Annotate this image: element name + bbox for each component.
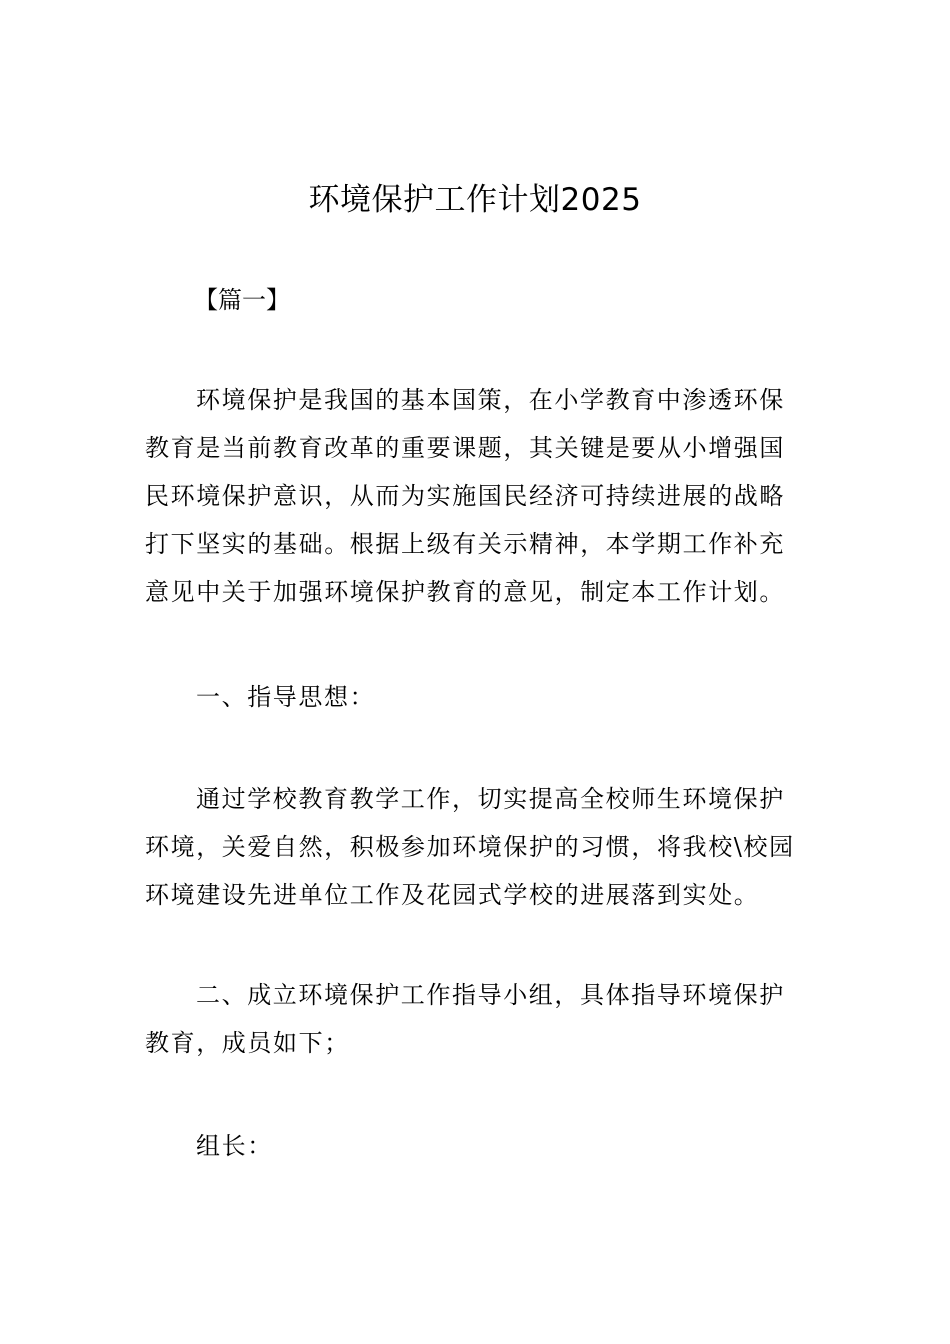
- paragraph-line: 打下坚实的基础。根据上级有关示精神，本学期工作补充: [145, 530, 785, 558]
- paragraph-line: 民环境保护意识，从而为实施国民经济可持续进展的战略: [145, 482, 785, 510]
- group-leader-line: [145, 1122, 805, 1170]
- heading-guiding-ideology: [145, 673, 805, 721]
- paragraph-line: 环境保护是我国的基本国策，在小学教育中渗透环保: [196, 386, 785, 414]
- heading-line: 一、指导思想：: [196, 683, 376, 711]
- heading-line: 教育，成员如下；: [145, 1029, 350, 1057]
- guiding-paragraph: [145, 775, 805, 919]
- paragraph-line: 教育是当前教育改革的重要课题，其关键是要从小增强国: [145, 434, 785, 462]
- group-leader-label: 组长：: [196, 1132, 273, 1160]
- paragraph-line: 意见中关于加强环境保护教育的意见，制定本工作计划。: [145, 578, 785, 606]
- paragraph-line: 环境，关爱自然，积极参加环境保护的习惯，将我校\校园: [145, 833, 795, 861]
- intro-paragraph: [145, 376, 805, 616]
- paragraph-line: 通过学校教育教学工作，切实提高全校师生环境保护: [196, 785, 785, 813]
- heading-working-group: [145, 971, 805, 1067]
- section-tag: 【篇一】: [194, 286, 290, 314]
- document-title: 环境保护工作计划2025: [308, 182, 642, 218]
- paragraph-line: 环境建设先进单位工作及花园式学校的进展落到实处。: [145, 881, 760, 909]
- heading-line: 二、成立环境保护工作指导小组，具体指导环境保护: [196, 981, 785, 1009]
